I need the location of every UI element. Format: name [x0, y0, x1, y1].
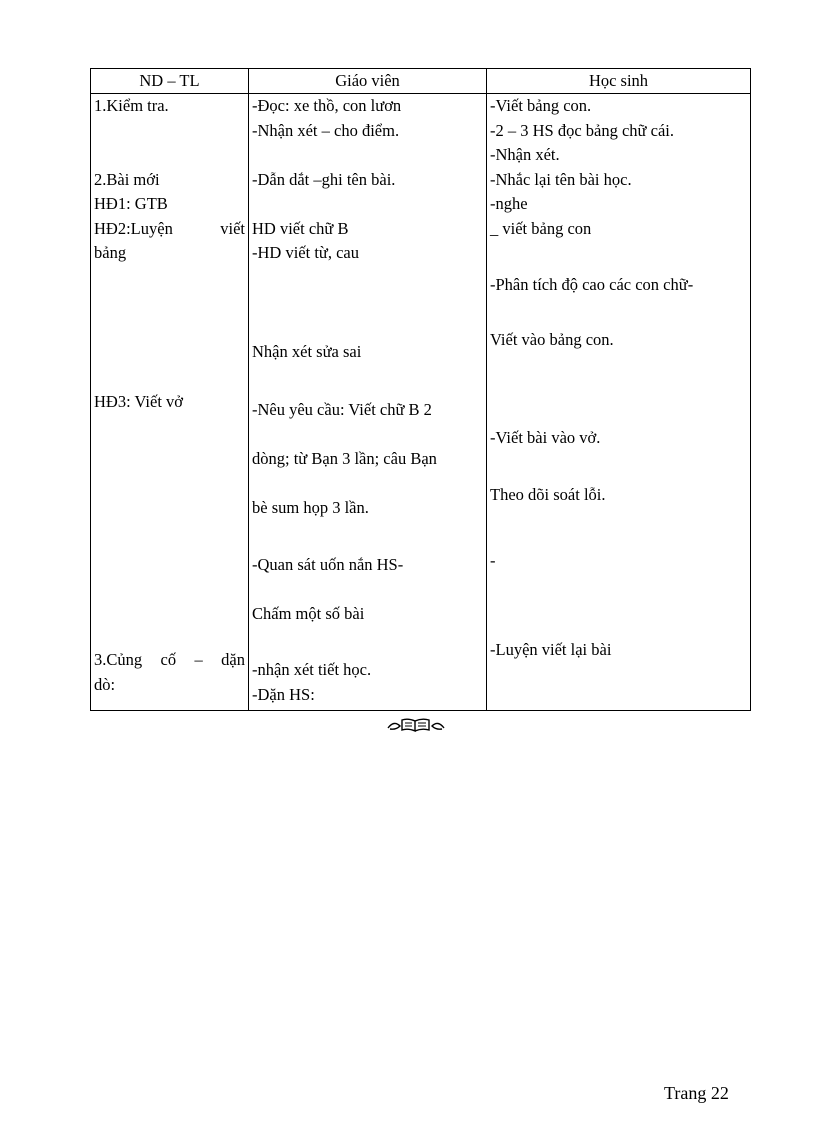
- gv-cham-bai: Chấm một số bài: [252, 603, 365, 623]
- hs-theo-doi: Theo dõi soát lỗi.: [490, 484, 606, 504]
- hs-viet-bang-con-2: _ viết bảng con: [490, 218, 592, 238]
- hs-viet-bang-con: -Viết bảng con.: [490, 96, 592, 115]
- nd-hd2-cont: bảng: [94, 243, 127, 262]
- gv-dan-dat: -Dẫn dắt –ghi tên bài.: [252, 169, 396, 189]
- hs-phan-tich: -Phân tích độ cao các con chữ-: [490, 275, 694, 294]
- giao-vien-column: [249, 94, 487, 711]
- hs-dash: -: [490, 551, 496, 570]
- nd-kiem-tra: 1.Kiểm tra.: [94, 96, 169, 115]
- hoc-sinh-column: [487, 94, 751, 711]
- nd-cung-co-cont: dò:: [94, 674, 116, 694]
- table-row: [91, 94, 751, 711]
- nd-hd2: HĐ2:Luyện viết: [94, 218, 245, 238]
- gv-nhan-xet: -Nhận xét – cho điểm.: [252, 120, 400, 140]
- table-header-row: [91, 69, 751, 94]
- nd-bai-moi: 2.Bài mới: [94, 169, 160, 189]
- hs-nhac-lai: -Nhắc lại tên bài học.: [490, 169, 632, 189]
- gv-nhan-xet-tiet-hoc: -nhận xét tiết học.: [252, 660, 372, 679]
- gv-neu-yeu-cau: -Nêu yêu cầu: Viết chữ B 2: [252, 400, 432, 419]
- gv-hd-viet-tu: -HD viết từ, cau: [252, 243, 359, 262]
- header-hoc-sinh: Học sinh: [487, 69, 751, 94]
- book-ornament-icon: [386, 716, 446, 734]
- nd-hd3: HĐ3: Viết vở: [94, 391, 184, 411]
- gv-quan-sat: -Quan sát uốn nắn HS-: [252, 554, 404, 574]
- hs-viet-bai: -Viết bài vào vở.: [490, 428, 601, 447]
- nd-tl-column: [91, 94, 249, 711]
- lesson-table: [90, 68, 751, 711]
- header-nd-tl: ND – TL: [91, 69, 249, 94]
- hs-nghe: -nghe: [490, 194, 528, 213]
- gv-neu-yeu-cau-2: dòng; từ Bạn 3 lần; câu Bạn: [252, 449, 437, 468]
- hs-luyen-viet: -Luyện viết lại bài: [490, 639, 612, 659]
- hs-viet-vao-bang: Viết vào bảng con.: [490, 329, 614, 349]
- hs-nhan-xet: -Nhận xét.: [490, 145, 560, 164]
- gv-hd-viet-chu: HD viết chữ B: [252, 218, 349, 238]
- nd-cung-co: 3.Củng cố – dặn: [94, 650, 245, 669]
- hs-doc-bang-chu-cai: -2 – 3 HS đọc bảng chữ cái.: [490, 120, 674, 140]
- nd-hd1: HĐ1: GTB: [94, 194, 168, 213]
- header-giao-vien: Giáo viên: [249, 69, 487, 94]
- gv-doc: -Đọc: xe thồ, con lươn: [252, 96, 402, 115]
- gv-nhan-xet-sua-sai: Nhận xét sửa sai: [252, 341, 362, 361]
- page-number: Trang 22: [664, 1083, 729, 1103]
- gv-dan-hs: -Dặn HS:: [252, 684, 315, 704]
- gv-neu-yeu-cau-3: bè sum họp 3 lần.: [252, 498, 369, 517]
